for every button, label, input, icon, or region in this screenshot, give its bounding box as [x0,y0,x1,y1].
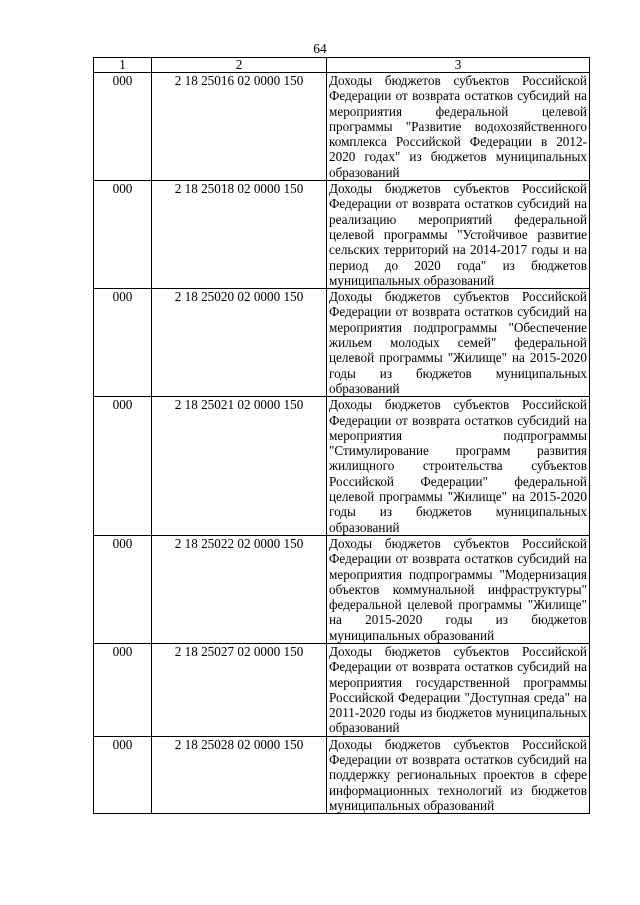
budget-code-cell: 2 18 25016 02 0000 150 [152,73,327,181]
description-cell: Доходы бюджетов субъектов Российской Федерации от возврата остатков субсидий на мероприятия подпрограммы "Обеспечение жильем молодых семей" федеральной целевой программы "Жилище" на 2015-2020 годы из бюджетов муниципальных образований [327,289,590,397]
description-cell: Доходы бюджетов субъектов Российской Федерации от возврата остатков субсидий на мероприятия федеральной целевой программы "Развитие водохозяйственного комплекса Российской Федерации в 2012-2020 годах" из бюджетов муниципальных образований [327,73,590,181]
table-row [94,397,590,536]
table-row [94,289,590,397]
admin-code-cell: 000 [94,535,152,643]
admin-code-cell: 000 [94,181,152,289]
column-header-2: 2 [152,58,327,73]
admin-code-cell: 000 [94,643,152,736]
description-cell: Доходы бюджетов субъектов Российской Федерации от возврата остатков субсидий на мероприятия подпрограммы "Стимулирование программ развития жилищного строительства субъектов Российской Федерации" федеральной целевой программы "Жилище" на 2015-2020 годы из бюджетов муниципальных образований [327,397,590,536]
table-row [94,643,590,736]
budget-code-cell: 2 18 25022 02 0000 150 [152,535,327,643]
admin-code-cell: 000 [94,397,152,536]
table-row [94,181,590,289]
page-number: 64 [313,41,327,56]
table-row [94,535,590,643]
table-header-row [94,58,590,73]
budget-code-cell: 2 18 25027 02 0000 150 [152,643,327,736]
description-cell: Доходы бюджетов субъектов Российской Федерации от возврата остатков субсидий на мероприятия государственной программы Российской Федерации "Доступная среда" на 2011-2020 годы из бюджетов муниципальных образований [327,643,590,736]
table-row [94,73,590,181]
description-cell: Доходы бюджетов субъектов Российской Федерации от возврата остатков субсидий на поддержку региональных проектов в сфере информационных технологий из бюджетов муниципальных образований [327,736,590,813]
budget-code-cell: 2 18 25018 02 0000 150 [152,181,327,289]
admin-code-cell: 000 [94,73,152,181]
column-header-1: 1 [94,58,152,73]
budget-code-cell: 2 18 25020 02 0000 150 [152,289,327,397]
admin-code-cell: 000 [94,736,152,813]
admin-code-cell: 000 [94,289,152,397]
description-cell: Доходы бюджетов субъектов Российской Федерации от возврата остатков субсидий на реализацию мероприятий федеральной целевой программы "Устойчивое развитие сельских территорий на 2014-2017 годы и на период до 2020 года" из бюджетов муниципальных образований [327,181,590,289]
table-row [94,736,590,813]
budget-code-cell: 2 18 25021 02 0000 150 [152,397,327,536]
budget-codes-table [93,57,590,814]
budget-code-cell: 2 18 25028 02 0000 150 [152,736,327,813]
column-header-3: 3 [327,58,590,73]
description-cell: Доходы бюджетов субъектов Российской Федерации от возврата остатков субсидий на мероприятия подпрограммы "Модернизация объектов коммунальной инфраструктуры" федеральной целевой программы "Жилище" на 2015-2020 годы из бюджетов муниципальных образований [327,535,590,643]
